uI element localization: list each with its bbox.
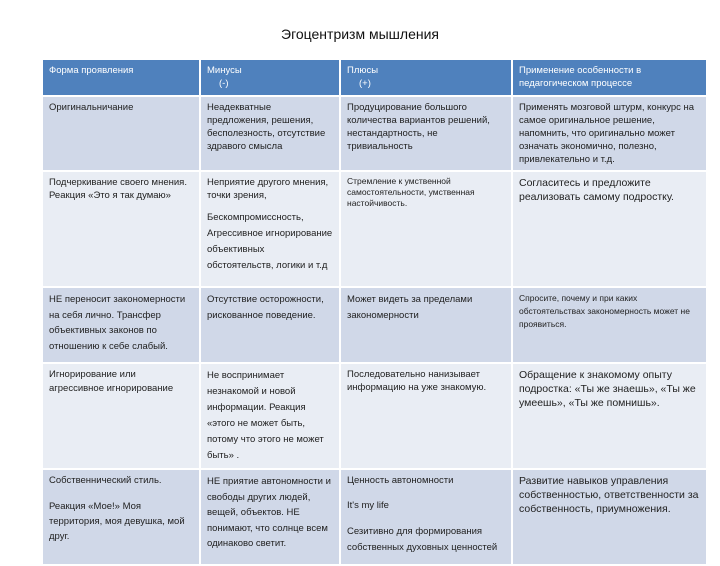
cell-text: Бескомпромиссность, Агрессивное игнорирование объективных обстоятельств, логики и т.д [207, 212, 333, 271]
header-sublabel: (+) [359, 78, 371, 89]
cell-text: Реакция «Мое!» Моя территория, моя девушка, мой друг. [49, 501, 185, 542]
cell-text: It's my life [347, 500, 389, 511]
table-row [43, 171, 706, 287]
cell: Стремление к умственной самостоятельности, умственная настойчивость. [340, 171, 512, 287]
cell: Отсутствие осторожности, рискованное поведение. [200, 287, 340, 363]
cell-text: Собственнический стиль. [49, 475, 162, 486]
cell [340, 469, 512, 565]
header-application [512, 60, 706, 96]
cell-text: Неприятие другого мнения, точки зрения, [207, 177, 329, 201]
header-sublabel: (-) [219, 78, 229, 89]
cell: Неадекватные предложения, решения, бесполезность, отсутствие здравого смысла [200, 96, 340, 171]
header-pluses [340, 60, 512, 96]
header-label: Минусы [207, 65, 242, 76]
egocentrism-table [43, 60, 706, 566]
cell: Подчеркивание своего мнения. Реакция «Это я так думаю» [43, 171, 200, 287]
table-row [43, 363, 706, 469]
cell: Может видеть за пределами закономерности [340, 287, 512, 363]
cell-text: Ценность автономности [347, 475, 454, 486]
cell: Применять мозговой штурм, конкурс на самое оригинальное решение, напомнить, что оригинально может означать экономично, полезно, привлекательно и т.д. [512, 96, 706, 171]
cell: НЕ переносит закономерности на себя лично. Трансфер объективных законов по отношению к себе слабый. [43, 287, 200, 363]
header-label: Форма проявления [49, 65, 134, 76]
header-label: Применение особенности в педагогическом процессе [519, 65, 642, 89]
cell: Обращение к знакомому опыту подростка: «Ты же знаешь», «Ты же умеешь», «Ты же помнишь». [512, 363, 706, 469]
cell [43, 469, 200, 565]
header-label: Плюсы [347, 65, 379, 76]
cell: Спросите, почему и при каких обстоятельствах закономерность может не проявиться. [512, 287, 706, 363]
table-header [43, 60, 706, 96]
cell: Продуцирование большого количества вариантов решений, нестандартность, не тривиальность [340, 96, 512, 171]
table-row [43, 287, 706, 363]
cell: Оригинальничание [43, 96, 200, 171]
cell [200, 171, 340, 287]
cell: Развитие навыков управления собственностью, ответственности за собственность, приумножения. [512, 469, 706, 565]
cell: Игнорирование или агрессивное игнорирование [43, 363, 200, 469]
table-row [43, 96, 706, 171]
cell: НЕ приятие автономности и свободы других людей, вещей, объектов. НЕ понимают, что солнце всем одинаково светит. [200, 469, 340, 565]
header-minuses [200, 60, 340, 96]
cell: Не воспринимает незнакомой и новой информации. Реакция «этого не может быть, потому что этого не может быть» . [200, 363, 340, 469]
page-title: Эгоцентризм мышления [281, 26, 439, 42]
cell: Последовательно нанизывает информацию на уже знакомую. [340, 363, 512, 469]
header-form [43, 60, 200, 96]
cell: Согласитесь и предложите реализовать самому подростку. [512, 171, 706, 287]
cell-text: Сезитивно для формирования собственных духовных ценностей [347, 526, 498, 553]
table-row [43, 469, 706, 565]
